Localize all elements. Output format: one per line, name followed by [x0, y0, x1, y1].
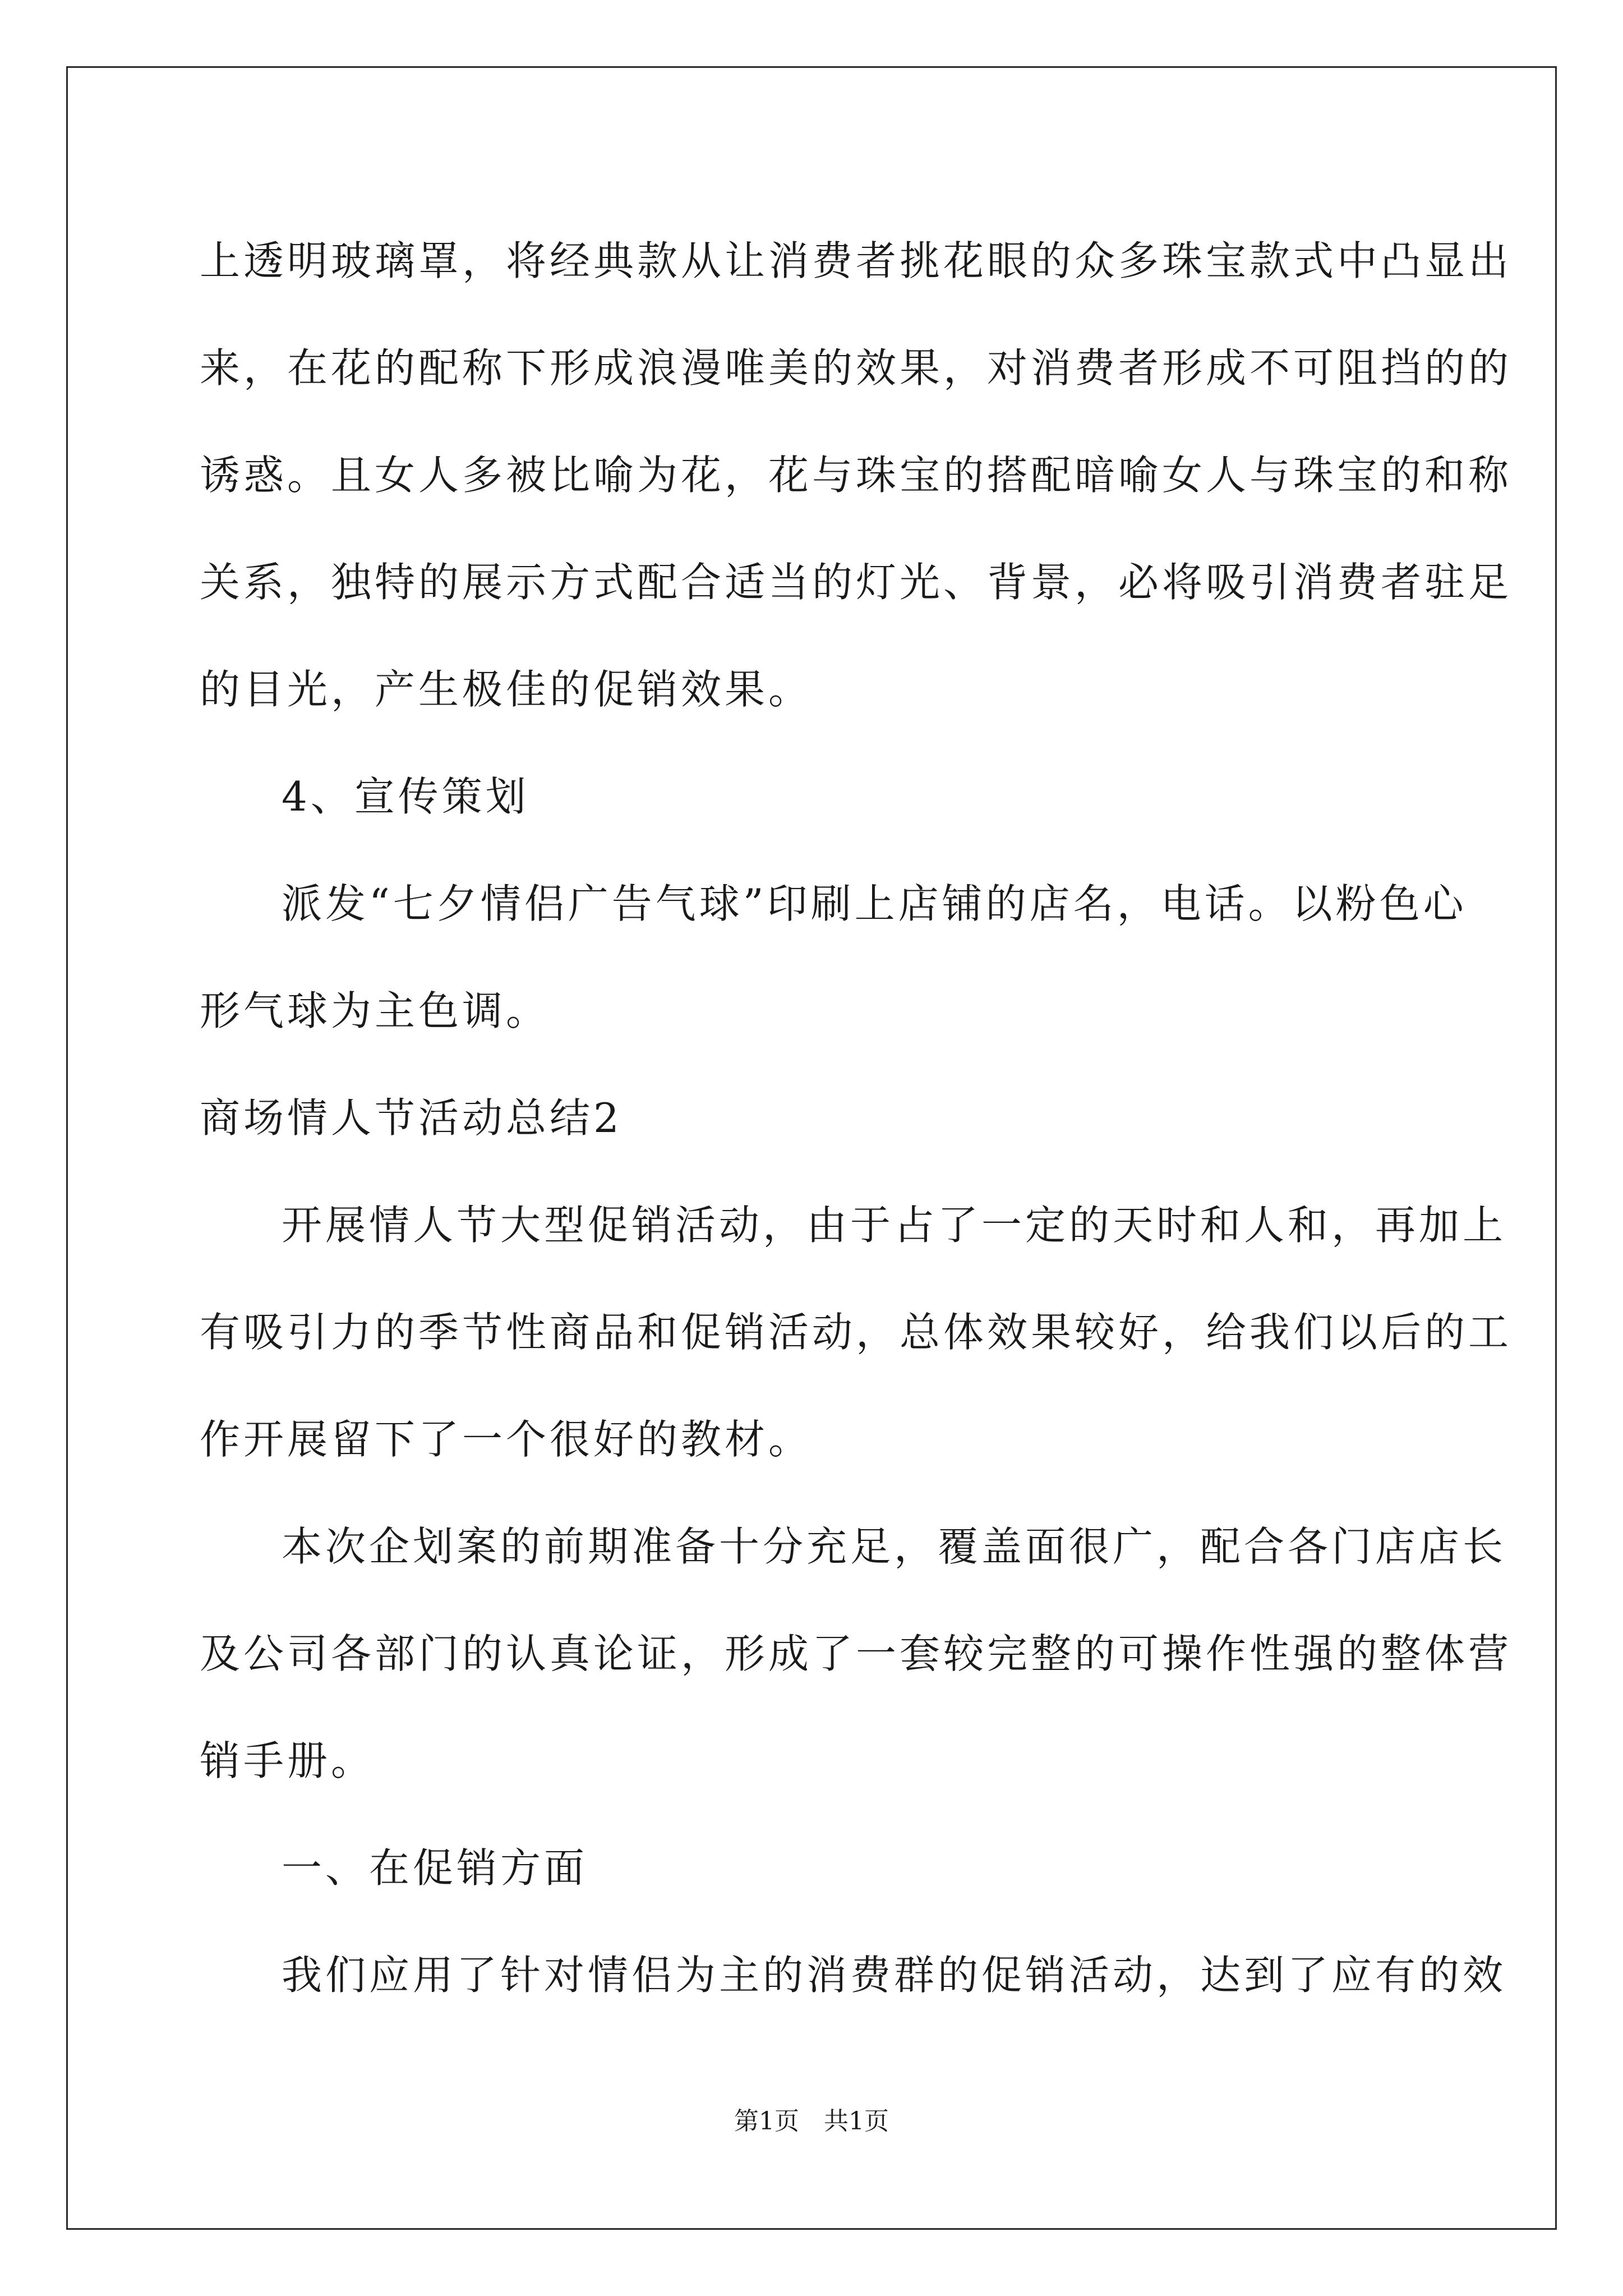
- text-line-5: 的目光，产生极佳的促销效果。: [200, 666, 813, 713]
- text-line-4: 关系，独特的展示方式配合适当的灯光、背景，必将吸引消费者驻足: [200, 559, 1513, 606]
- document-body: [200, 208, 1513, 2029]
- text-line-3: 诱惑。且女人多被比喻为花，花与珠宝的搭配暗喻女人与珠宝的和称: [200, 452, 1513, 499]
- text-line-11: 有吸引力的季节性商品和促销活动，总体效果较好，给我们以后的工: [200, 1309, 1513, 1356]
- text-line-13: 本次企划案的前期准备十分充足，覆盖面很广，配合各门店店长: [282, 1523, 1507, 1570]
- text-lines: [200, 208, 1513, 2029]
- text-line-1: 上透明玻璃罩，将经典款从让消费者挑花眼的众多珠宝款式中凸显出: [200, 237, 1513, 284]
- text-line-7: 派发“七夕情侣广告气球”印刷上店铺的店名，电话。以粉色心: [282, 880, 1467, 927]
- page-footer: 第1页 共1页: [734, 2107, 889, 2136]
- section-heading-promotion: 一、在促销方面: [282, 1844, 588, 1892]
- document-title-2: 商场情人节活动总结2: [200, 1094, 623, 1142]
- text-line-10: 开展情人节大型促销活动，由于占了一定的天时和人和，再加上: [282, 1202, 1507, 1249]
- text-line-2: 来，在花的配称下形成浪漫唯美的效果，对消费者形成不可阻挡的的: [200, 344, 1513, 392]
- text-line-17: 我们应用了针对情侣为主的消费群的促销活动，达到了应有的效: [282, 1952, 1507, 1999]
- text-line-14: 及公司各部门的认真论证，形成了一套较完整的可操作性强的整体营: [200, 1630, 1513, 1677]
- text-line-8: 形气球为主色调。: [200, 987, 550, 1034]
- text-line-12: 作开展留下了一个很好的教材。: [200, 1416, 813, 1463]
- text-line-15: 销手册。: [200, 1737, 375, 1784]
- section-heading-publicity: 4、宣传策划: [282, 773, 529, 820]
